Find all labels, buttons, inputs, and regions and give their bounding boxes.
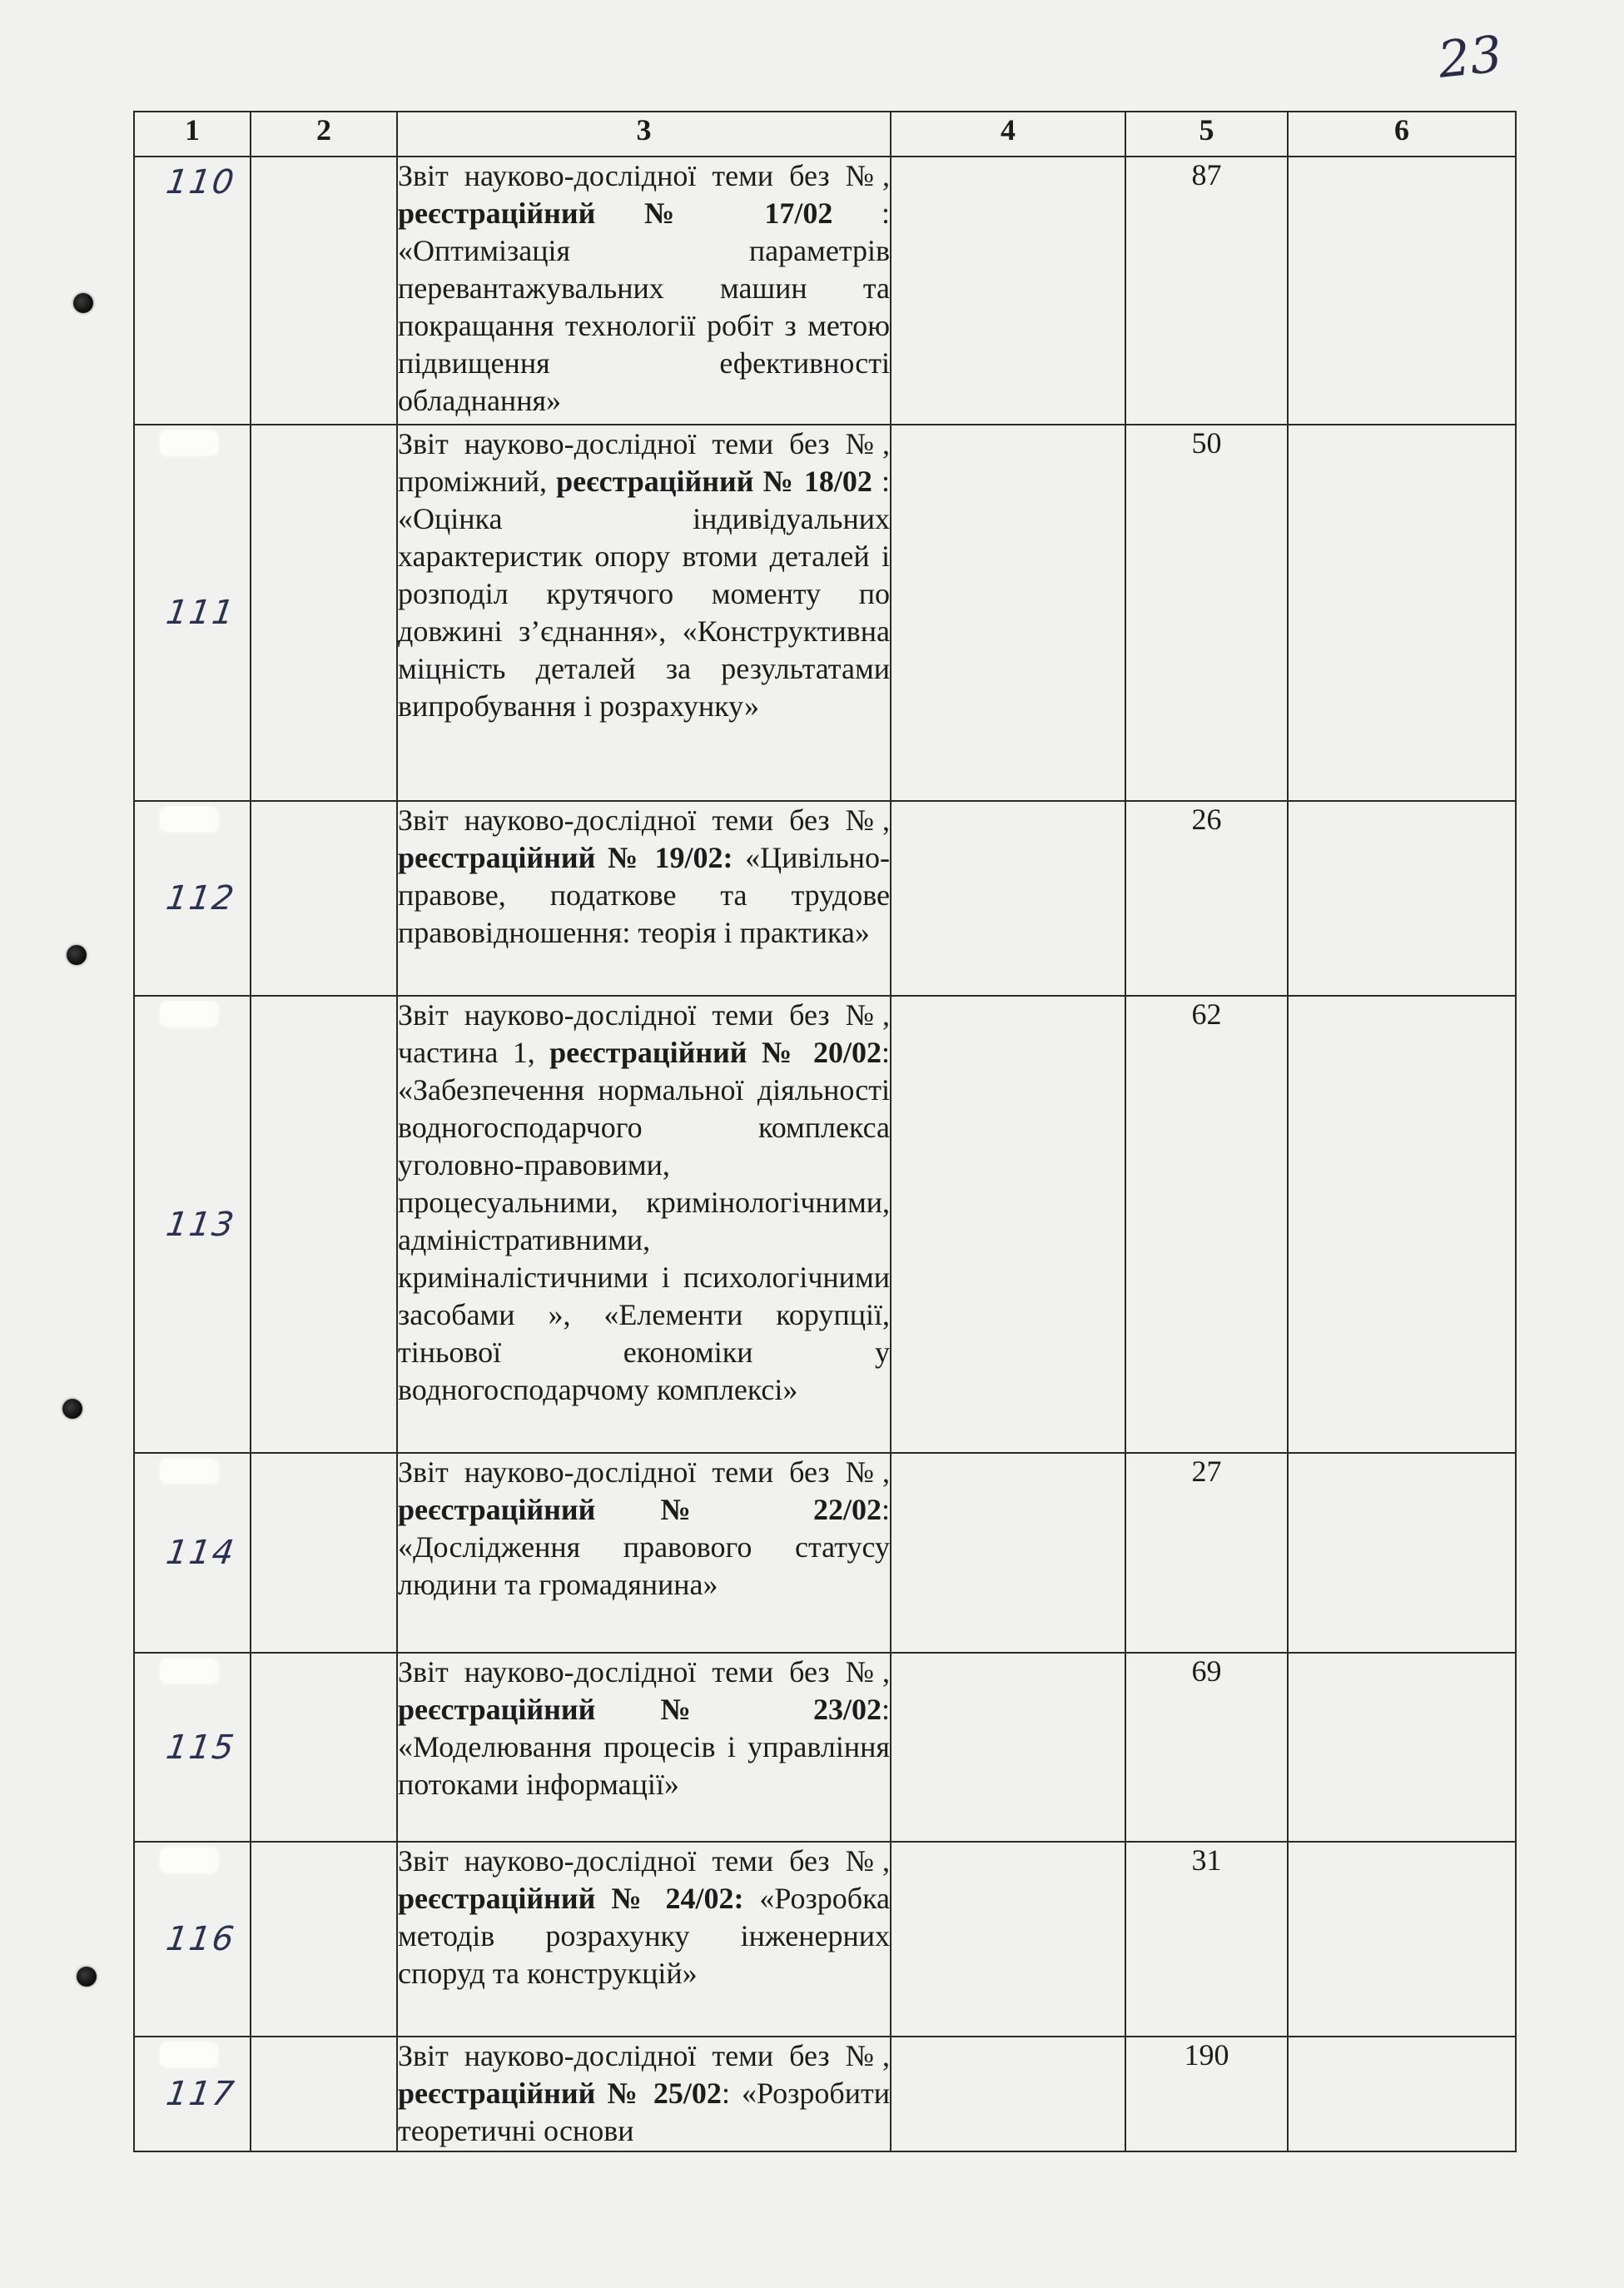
table-row bbox=[134, 1653, 1516, 1842]
register-table bbox=[133, 111, 1517, 2152]
correction-mark bbox=[160, 1002, 218, 1027]
title-text: Звіт науково-дослідної теми без №, частина 1, bbox=[398, 998, 890, 1069]
page-count-cell: 87 bbox=[1125, 157, 1288, 425]
handwritten-item-number bbox=[134, 996, 251, 1453]
title-text: «Цивільно-правове, податкове та трудове правовідношення: теорія і практика» bbox=[398, 841, 891, 949]
column-4-cell bbox=[891, 2037, 1125, 2151]
column-2-cell bbox=[251, 1842, 397, 2037]
title-text: Звіт науково-дослідної теми без №, bbox=[398, 1844, 890, 1878]
column-6-cell bbox=[1288, 2037, 1516, 2151]
column-4-cell bbox=[891, 1842, 1125, 2037]
item-number-text: 116 bbox=[163, 1920, 238, 1958]
column-header: 1 bbox=[134, 112, 251, 157]
title-text: : «Розробити теоретичні основи bbox=[398, 2077, 890, 2147]
registration-number: реєстраційний № 22/02 bbox=[398, 1493, 882, 1526]
report-title-cell bbox=[397, 157, 891, 425]
title-text: : «Моделювання процесів і управління потоками інформації» bbox=[398, 1693, 890, 1801]
column-6-cell bbox=[1288, 996, 1516, 1453]
title-text: Звіт науково-дослідної теми без №, bbox=[398, 2039, 890, 2072]
title-text: : «Оцінка індивідуальних характеристик опору втоми деталей і розподіл крутячого моменту по довжині з’єднання», «Конструктивна міцність деталей за результатами випробування і розрахунку» bbox=[398, 465, 890, 723]
registration-number: реєстраційний № 17/02 bbox=[398, 196, 833, 230]
title-text: Звіт науково-дослідної теми без №, bbox=[398, 1655, 890, 1689]
column-2-cell bbox=[251, 2037, 397, 2151]
punch-hole bbox=[73, 293, 93, 313]
handwritten-item-number bbox=[134, 1842, 251, 2037]
correction-mark bbox=[160, 807, 218, 832]
report-title-cell bbox=[397, 425, 891, 801]
title-text: Звіт науково-дослідної теми без №, проміжний, bbox=[398, 427, 890, 498]
column-6-cell bbox=[1288, 1653, 1516, 1842]
column-6-cell bbox=[1288, 801, 1516, 996]
column-4-cell bbox=[891, 1653, 1125, 1842]
column-4-cell bbox=[891, 996, 1125, 1453]
table-row bbox=[134, 996, 1516, 1453]
column-2-cell bbox=[251, 801, 397, 996]
punch-hole bbox=[67, 945, 87, 965]
handwritten-item-number bbox=[134, 425, 251, 801]
page-count-cell: 50 bbox=[1125, 425, 1288, 801]
title-text: : «Забезпечення нормальної діяльності водногосподарчого комплекса уголовно-правовими, процесуальними, кримінологічними, адміністративними, криміналістичними і психологічними засобами », «Елементи корупції, тіньової економіки у водногосподарчому комплексі» bbox=[398, 1036, 890, 1406]
title-text: : «Оптимізація параметрів перевантажувальних машин та покращання технології робіт з метою підвищення ефективності обладнання» bbox=[398, 196, 890, 417]
punch-hole bbox=[77, 1967, 97, 1987]
item-number-text: 110 bbox=[163, 163, 238, 201]
table-row bbox=[134, 801, 1516, 996]
report-title-cell bbox=[397, 1453, 891, 1653]
correction-mark bbox=[160, 1848, 218, 1873]
item-number-text: 113 bbox=[163, 1205, 238, 1244]
handwritten-item-number bbox=[134, 801, 251, 996]
punch-hole bbox=[62, 1399, 82, 1419]
header-row bbox=[134, 112, 1516, 157]
registration-number: реєстраційний № 19/02: bbox=[398, 841, 733, 874]
title-text: : «Дослідження правового статусу людини та громадянина» bbox=[398, 1493, 890, 1601]
registration-number: реєстраційний № 23/02 bbox=[398, 1693, 882, 1726]
correction-mark bbox=[160, 1459, 218, 1484]
report-title-cell bbox=[397, 996, 891, 1453]
item-number-text: 111 bbox=[163, 594, 238, 632]
handwritten-item-number bbox=[134, 2037, 251, 2151]
registration-number: реєстраційний № 25/02 bbox=[398, 2077, 722, 2110]
title-text: «Розробка методів розрахунку інженерних споруд та конструкцій» bbox=[398, 1882, 890, 1990]
item-number-text: 114 bbox=[163, 1534, 238, 1572]
registration-number: реєстраційний № 20/02 bbox=[549, 1036, 882, 1069]
column-header: 6 bbox=[1288, 112, 1516, 157]
handwritten-item-number bbox=[134, 1653, 251, 1842]
table-row bbox=[134, 425, 1516, 801]
column-header: 3 bbox=[397, 112, 891, 157]
page-count-cell: 26 bbox=[1125, 801, 1288, 996]
column-6-cell bbox=[1288, 425, 1516, 801]
page-count-cell: 62 bbox=[1125, 996, 1288, 1453]
correction-mark bbox=[160, 2042, 218, 2067]
column-4-cell bbox=[891, 425, 1125, 801]
column-4-cell bbox=[891, 157, 1125, 425]
page-count-cell: 190 bbox=[1125, 2037, 1288, 2151]
item-number-text: 112 bbox=[163, 879, 238, 918]
item-number-text: 115 bbox=[163, 1728, 238, 1767]
column-header: 4 bbox=[891, 112, 1125, 157]
column-4-cell bbox=[891, 801, 1125, 996]
report-title-cell bbox=[397, 1653, 891, 1842]
table-row bbox=[134, 1842, 1516, 2037]
handwritten-page-number: 23 bbox=[1435, 25, 1505, 90]
column-header: 5 bbox=[1125, 112, 1288, 157]
page-count-cell: 69 bbox=[1125, 1653, 1288, 1842]
correction-mark bbox=[160, 430, 218, 455]
report-title-cell bbox=[397, 2037, 891, 2151]
registration-number: реєстраційний № 18/02 bbox=[556, 465, 872, 498]
table-row bbox=[134, 2037, 1516, 2151]
column-4-cell bbox=[891, 1453, 1125, 1653]
title-text: Звіт науково-дослідної теми без №, bbox=[398, 1455, 890, 1489]
column-2-cell bbox=[251, 1653, 397, 1842]
column-2-cell bbox=[251, 996, 397, 1453]
table-row bbox=[134, 1453, 1516, 1653]
table-row bbox=[134, 157, 1516, 425]
page-count-cell: 27 bbox=[1125, 1453, 1288, 1653]
column-6-cell bbox=[1288, 157, 1516, 425]
correction-mark bbox=[160, 1659, 218, 1684]
column-2-cell bbox=[251, 157, 397, 425]
item-number-text: 117 bbox=[163, 2075, 238, 2113]
title-text: Звіт науково-дослідної теми без №, bbox=[398, 803, 890, 837]
column-header: 2 bbox=[251, 112, 397, 157]
registration-number: реєстраційний № 24/02: bbox=[398, 1882, 744, 1915]
page-count-cell: 31 bbox=[1125, 1842, 1288, 2037]
column-6-cell bbox=[1288, 1453, 1516, 1653]
report-title-cell bbox=[397, 1842, 891, 2037]
handwritten-item-number bbox=[134, 157, 251, 425]
handwritten-item-number bbox=[134, 1453, 251, 1653]
column-2-cell bbox=[251, 425, 397, 801]
column-6-cell bbox=[1288, 1842, 1516, 2037]
title-text: Звіт науково-дослідної теми без №, bbox=[398, 159, 890, 192]
column-2-cell bbox=[251, 1453, 397, 1653]
report-title-cell bbox=[397, 801, 891, 996]
